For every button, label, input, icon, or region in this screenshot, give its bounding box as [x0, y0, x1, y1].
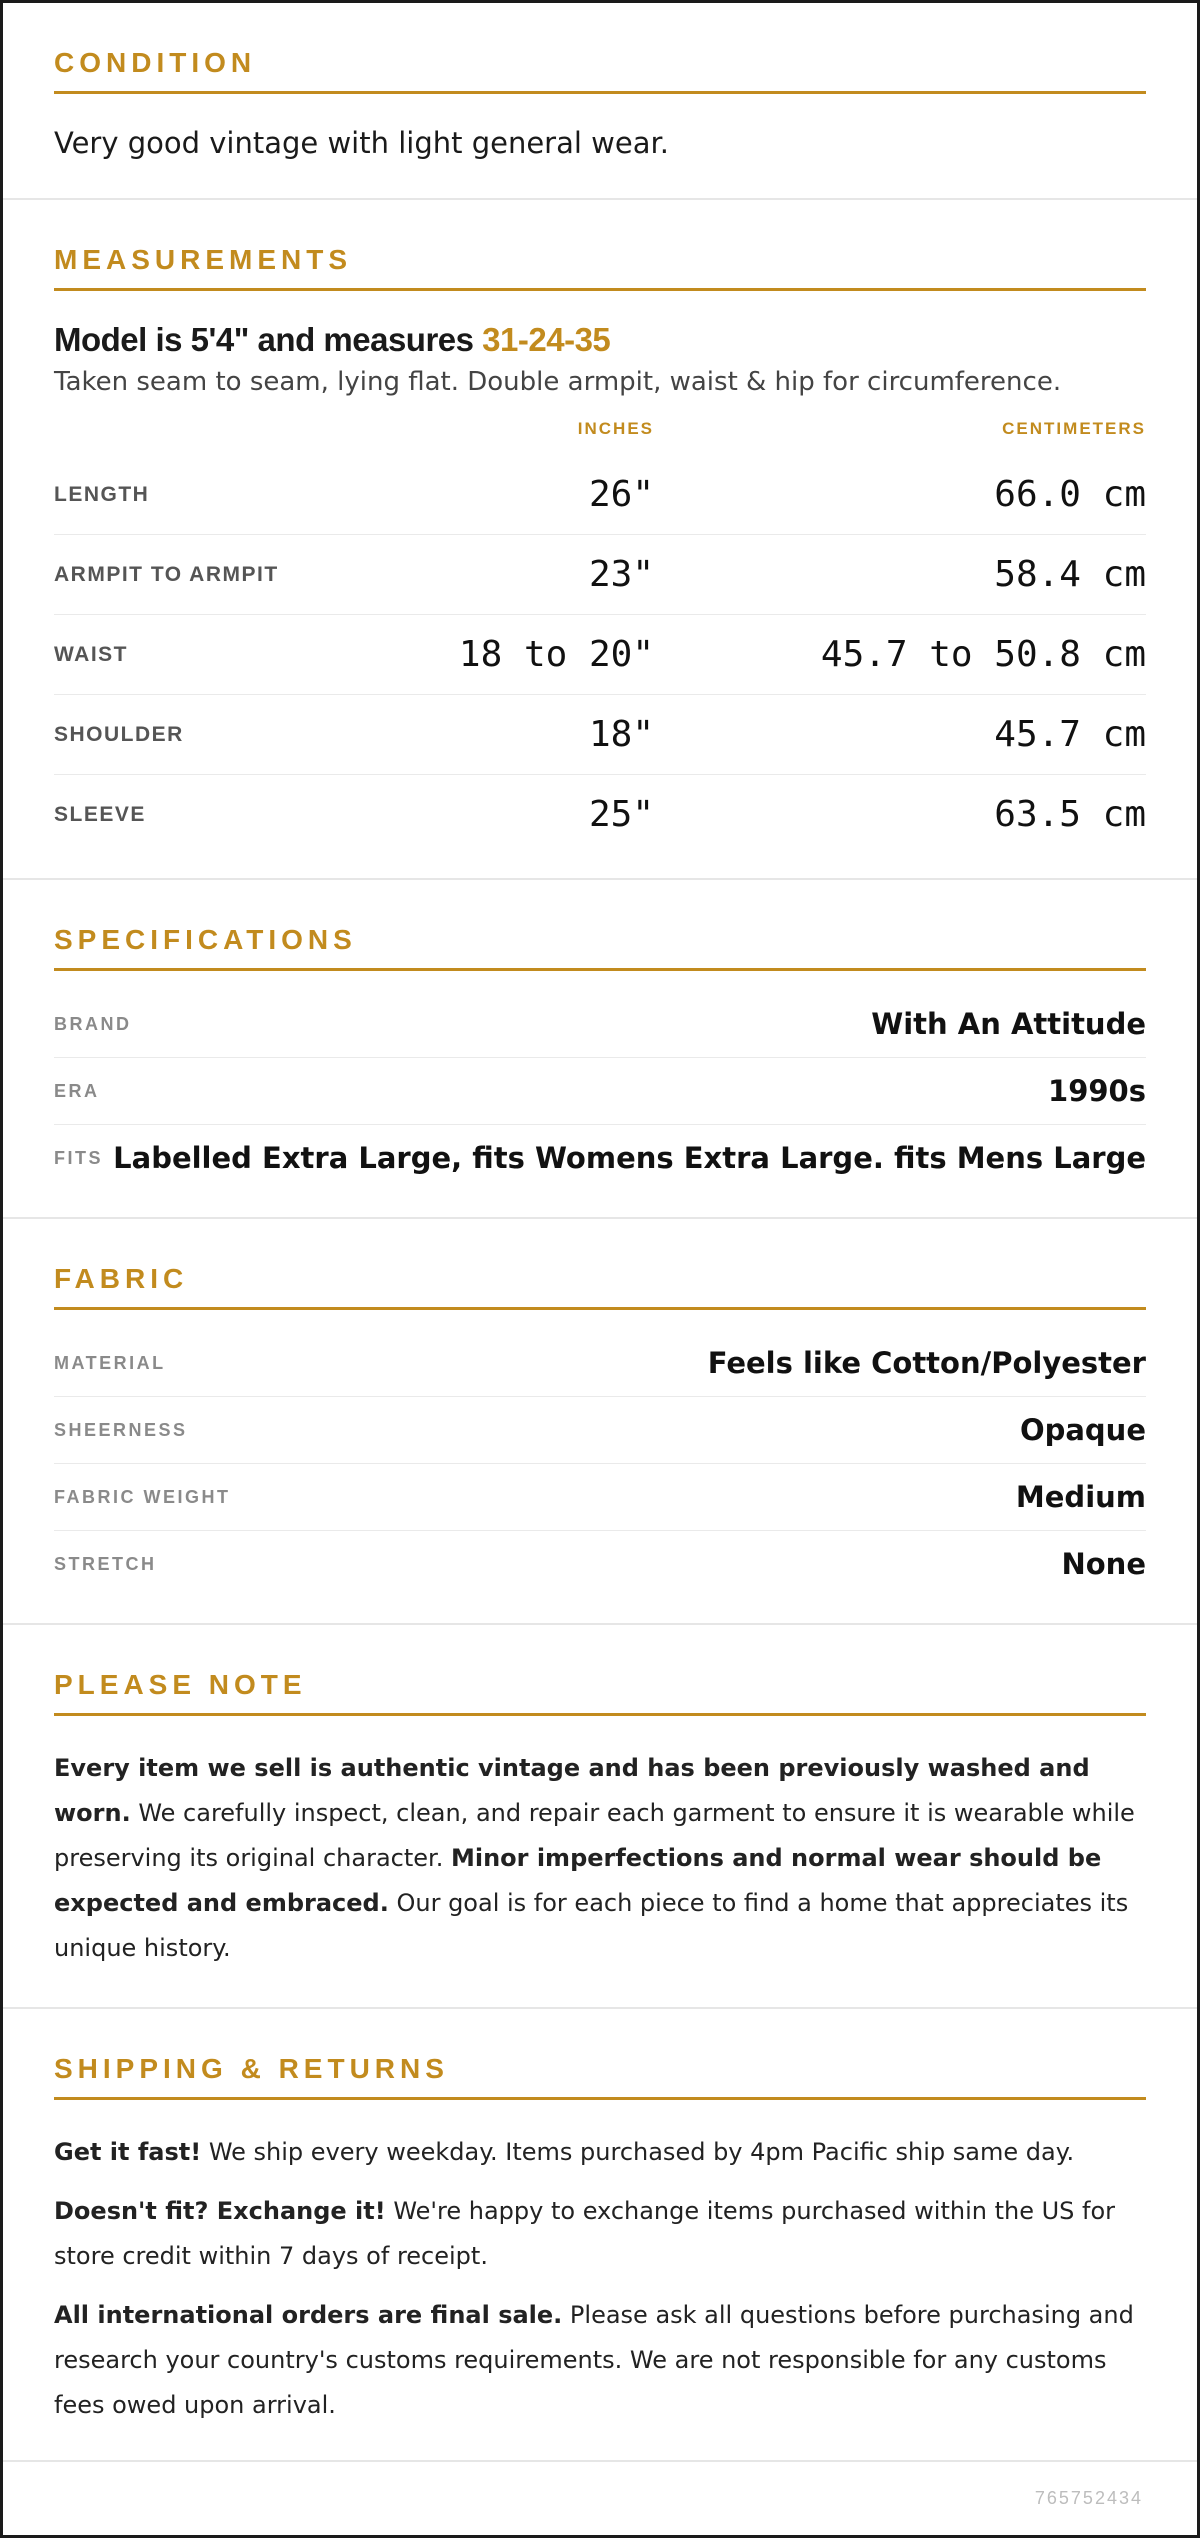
- fabric-list: [54, 1310, 1146, 1623]
- measurement-inches: 26": [588, 474, 654, 515]
- shipping-paragraph-3: [54, 2293, 1146, 2428]
- measurement-note: Taken seam to seam, lying flat. Double armpit, waist & hip for circumference.: [54, 367, 1062, 397]
- measurement-label: SHOULDER: [54, 722, 184, 746]
- fabric-title: FABRIC: [54, 1219, 1146, 1310]
- shipping-bold-2: Doesn't fit? Exchange it!: [54, 2197, 386, 2225]
- shipping-text-3: Please ask all questions before purchasing and research your country's customs requirements. We are not responsible for any customs fees owed upon arrival.: [54, 2301, 1134, 2419]
- note-bold-2: Minor imperfections and normal wear should be expected and embraced.: [54, 1844, 1102, 1917]
- fabric-value: None: [1061, 1547, 1146, 1581]
- specifications-list: [54, 971, 1146, 1217]
- measurements-section: [3, 200, 1197, 880]
- fabric-value: Feels like Cotton/Polyester: [707, 1346, 1146, 1380]
- shipping-paragraph-2: [54, 2189, 1146, 2279]
- measurement-label: WAIST: [54, 642, 128, 666]
- spec-row-fits: [54, 1125, 1146, 1191]
- fabric-value: Medium: [1015, 1480, 1146, 1514]
- spec-label: BRAND: [54, 1013, 132, 1034]
- measurement-row-armpit: [54, 535, 1146, 615]
- fabric-section: [3, 1219, 1197, 1625]
- condition-text: Very good vintage with light general wear.: [54, 126, 669, 160]
- shipping-text-2: We're happy to exchange items purchased within the US for store credit within 7 days of receipt.: [54, 2197, 1116, 2270]
- measurement-row-waist: [54, 615, 1146, 695]
- model-measures: 31-24-35: [482, 321, 611, 358]
- condition-section: [3, 3, 1197, 200]
- measurement-inches: 25": [588, 794, 654, 835]
- please-note-title: PLEASE NOTE: [54, 1625, 1146, 1716]
- please-note-section: [3, 1625, 1197, 2009]
- col-inches-header: INCHES: [577, 419, 654, 438]
- measurement-label: LENGTH: [54, 482, 150, 506]
- shipping-section: [3, 2009, 1197, 2462]
- spec-row-era: [54, 1058, 1146, 1125]
- specifications-section: [3, 880, 1197, 1219]
- shipping-text-1: We ship every weekday. Items purchased by 4pm Pacific ship same day.: [201, 2138, 1075, 2166]
- spec-value: 1990s: [1048, 1074, 1146, 1108]
- measurement-cm: 63.5 cm: [994, 794, 1146, 835]
- measurement-inches: 18 to 20": [458, 634, 654, 675]
- fabric-label: SHEERNESS: [54, 1419, 188, 1440]
- fabric-label: STRETCH: [54, 1553, 157, 1574]
- measurement-inches: 18": [588, 714, 654, 755]
- shipping-content: [54, 2100, 1146, 2460]
- spec-label: FITS: [54, 1147, 103, 1168]
- shipping-bold-1: Get it fast!: [54, 2138, 202, 2166]
- measurement-label: SLEEVE: [54, 802, 146, 826]
- note-bold-1: Every item we sell is authentic vintage and has been previously washed and worn.: [54, 1754, 1090, 1827]
- measurement-row-length: [54, 455, 1146, 535]
- measurement-inches: 23": [588, 554, 654, 595]
- product-id: 765752434: [1034, 2488, 1143, 2508]
- measurement-cm: 45.7 to 50.8 cm: [820, 634, 1146, 675]
- measurements-title: MEASUREMENTS: [54, 200, 1146, 291]
- measurements-table: [54, 439, 1146, 878]
- shipping-bold-3: All international orders are final sale.: [54, 2301, 563, 2329]
- measurement-cm: 66.0 cm: [994, 474, 1146, 515]
- model-prefix: Model is 5'4" and measures: [54, 321, 474, 358]
- fabric-row-weight: [54, 1464, 1146, 1531]
- measurement-cm: 58.4 cm: [994, 554, 1146, 595]
- fabric-value: Opaque: [1019, 1413, 1146, 1447]
- spec-label: ERA: [54, 1080, 100, 1101]
- col-cm-header: CENTIMETERS: [1002, 419, 1146, 438]
- fabric-label: FABRIC WEIGHT: [54, 1486, 231, 1507]
- model-info: [54, 321, 1146, 359]
- measurement-cm: 45.7 cm: [994, 714, 1146, 755]
- fabric-row-material: [54, 1330, 1146, 1397]
- shipping-paragraph-1: [54, 2130, 1146, 2175]
- spec-row-brand: [54, 991, 1146, 1058]
- condition-title: CONDITION: [54, 3, 1146, 94]
- shipping-title: SHIPPING & RETURNS: [54, 2009, 1146, 2100]
- measurement-row-sleeve: [54, 775, 1146, 854]
- measurement-label: ARMPIT TO ARMPIT: [54, 562, 279, 586]
- measurement-row-shoulder: [54, 695, 1146, 775]
- fabric-label: MATERIAL: [54, 1352, 166, 1373]
- spec-value: Labelled Extra Large, fits Womens Extra Large. fits Mens Large: [113, 1141, 1146, 1175]
- specifications-title: SPECIFICATIONS: [54, 880, 1146, 971]
- spec-value: With An Attitude: [871, 1007, 1146, 1041]
- fabric-row-stretch: [54, 1531, 1146, 1597]
- measurements-header: [54, 419, 1146, 439]
- note-text-2: Our goal is for each piece to find a home that appreciates its unique history.: [54, 1889, 1129, 1962]
- note-text-1: We carefully inspect, clean, and repair each garment to ensure it is wearable while preserving its original character.: [54, 1799, 1135, 1872]
- fabric-row-sheerness: [54, 1397, 1146, 1464]
- please-note-text: [54, 1716, 1146, 2007]
